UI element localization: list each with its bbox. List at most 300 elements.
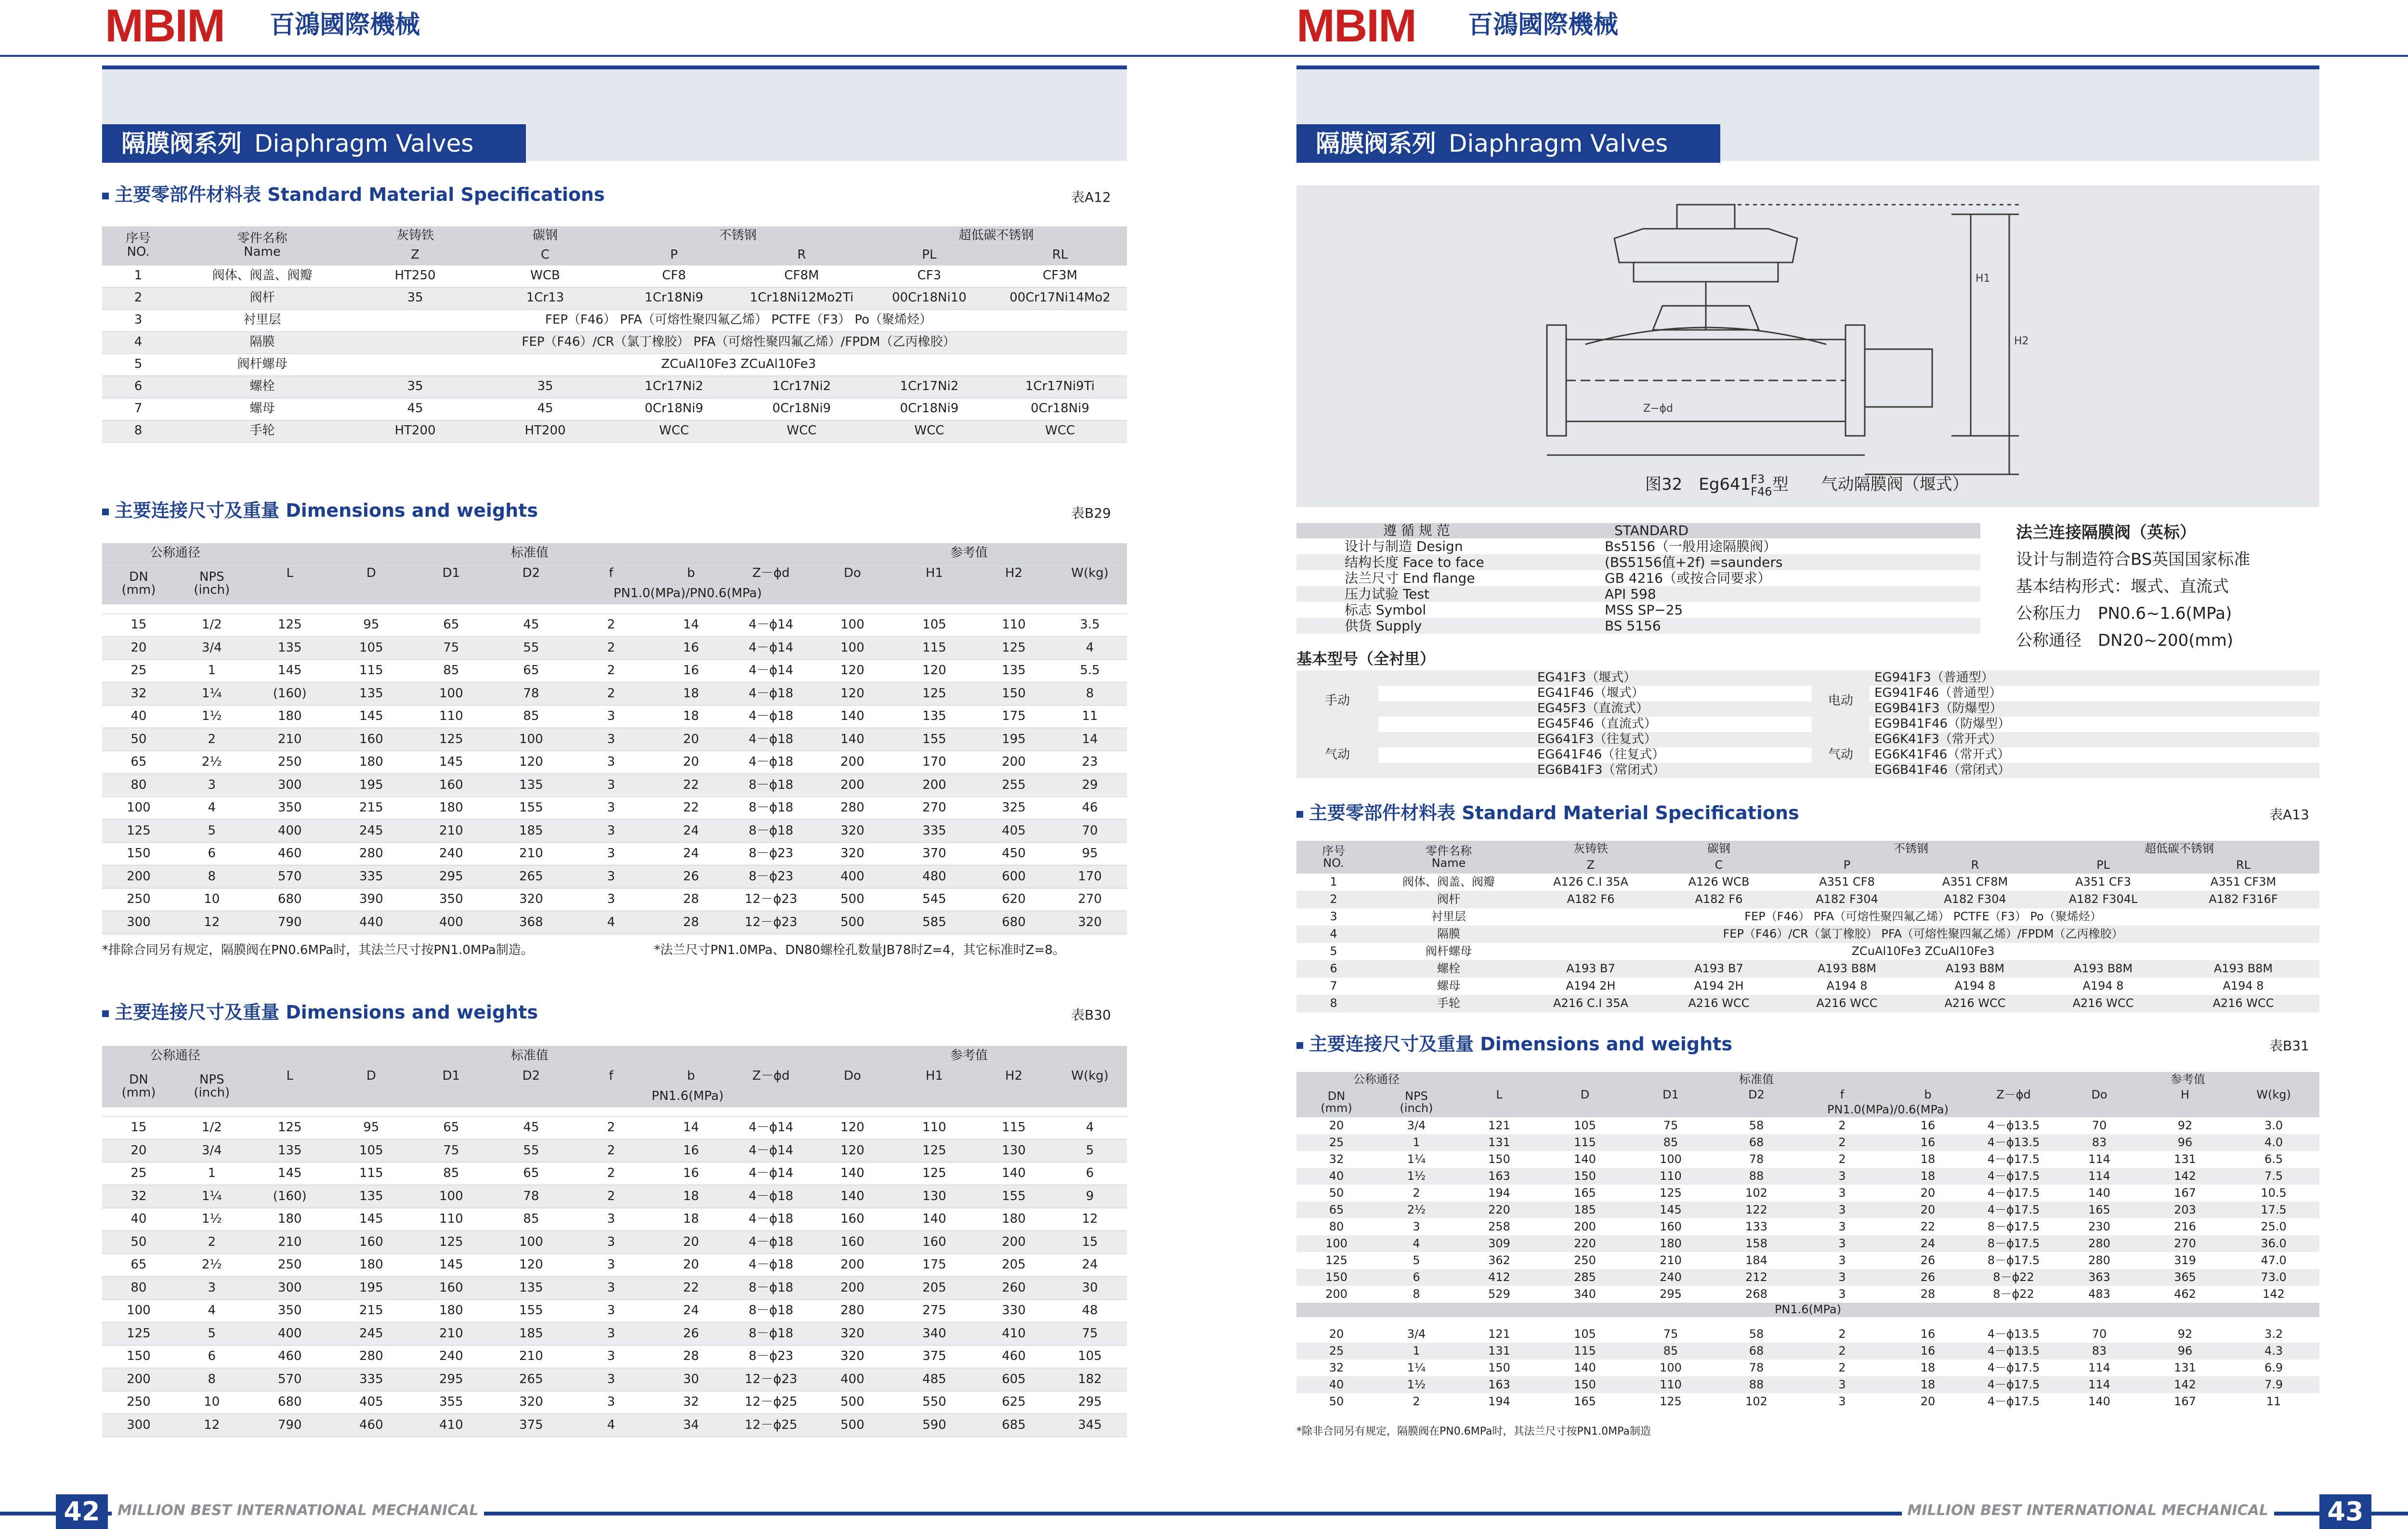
- section-title-materials: 主要零部件材料表 Standard Material Specifications: [102, 184, 605, 205]
- table-cell: 150: [102, 1345, 175, 1368]
- table-cell: 标志 Symbol: [1345, 602, 1426, 618]
- table-cell: 1½: [1376, 1168, 1456, 1185]
- table-cell: 1Cr17Ni2: [738, 376, 865, 398]
- table-cell: 1Cr17Ni2: [865, 376, 993, 398]
- table-cell: 4－ϕ14: [731, 614, 811, 637]
- table-cell: 3: [571, 842, 651, 865]
- table-cell: 100: [1660, 1360, 1682, 1374]
- table-row: [1296, 1252, 2319, 1269]
- table-cell: 22: [651, 1277, 731, 1300]
- table-cell: 7: [1330, 979, 1337, 993]
- header-cell: 序号 NO.: [1296, 841, 1371, 874]
- table-cell: 10: [175, 1391, 249, 1414]
- table-cell: 265: [491, 1368, 571, 1391]
- table-cell: 355: [411, 1391, 491, 1414]
- page-number: 42: [56, 1494, 108, 1529]
- table-row: [102, 751, 1127, 774]
- table-cell: 75: [411, 637, 491, 660]
- table-cell: 8－ϕ23: [731, 842, 811, 865]
- table-cell: (BS5156值+2f) =saunders: [1528, 554, 1980, 570]
- table-cell: 131: [2174, 1360, 2196, 1374]
- table-cell: 4: [1053, 1116, 1127, 1139]
- table-cell: 170: [1053, 865, 1127, 889]
- header-cell: D1: [1628, 1087, 1714, 1103]
- standard-table: [1296, 523, 1980, 634]
- table-cell: 00Cr18Ni10: [865, 287, 993, 309]
- spec-summary: [2016, 519, 2250, 654]
- footer-text: MILLION BEST INTERNATIONAL MECHANICAL: [112, 1501, 484, 1520]
- table-cell: 100: [811, 614, 894, 637]
- spanned-material: FEP（F46） PFA（可熔性聚四氟乙烯） PCTFE（F3） Po（聚烯烃）: [350, 309, 1127, 331]
- table-cell: 4－ϕ17.5: [1987, 1152, 2040, 1166]
- table-cell: 365: [2142, 1269, 2228, 1286]
- table-cell: 140: [1574, 1152, 1596, 1166]
- table-cell: 1: [102, 265, 174, 287]
- summary-line: 基本结构形式：堰式、直流式: [2016, 577, 2229, 596]
- table-cell: 100: [491, 728, 571, 751]
- table-row: [102, 1299, 1127, 1322]
- table-row: [102, 1116, 1127, 1139]
- header-cell: D2: [491, 563, 571, 584]
- header-cell: b: [651, 1066, 731, 1086]
- header-cell: Z－ϕd: [731, 1066, 811, 1086]
- table-cell: 3: [1799, 1202, 1885, 1218]
- table-cell: 1¼: [1407, 1152, 1426, 1166]
- table-cell: 100: [1296, 1235, 1376, 1252]
- table-cell: 105: [1053, 1345, 1127, 1368]
- table-cell: 68: [1714, 1134, 1799, 1151]
- table-row: [102, 682, 1127, 706]
- header-cell: 参考值: [2056, 1072, 2319, 1087]
- table-cell: (160): [249, 682, 331, 706]
- header-cell: b: [1885, 1087, 1971, 1103]
- table-cell: 80: [102, 774, 175, 797]
- table-cell: 105: [331, 637, 411, 660]
- part-name: 隔膜: [1371, 926, 1527, 943]
- table-cell: 102: [1745, 1186, 1767, 1200]
- table-cell: 131: [1456, 1343, 1542, 1359]
- summary-line: 法兰连接隔膜阀（英标）: [2016, 523, 2196, 542]
- table-cell: 145: [411, 1254, 491, 1277]
- table-cell: 462: [2174, 1287, 2196, 1301]
- table-cell: 125: [102, 1322, 175, 1346]
- table-cell: 65: [102, 1254, 175, 1277]
- table-cell: 12: [175, 1414, 249, 1437]
- table-cell: 210: [249, 728, 331, 751]
- table-cell: 500: [811, 911, 894, 934]
- table-cell: 3: [175, 774, 249, 797]
- table-cell: 133: [1745, 1219, 1767, 1233]
- table-cell: 205: [894, 1277, 975, 1300]
- table-cell: 50: [1329, 1394, 1344, 1408]
- table-cell: 1/2: [175, 614, 249, 637]
- table-row: [1296, 1168, 2319, 1185]
- table-cell: 2: [571, 682, 651, 706]
- header-cell: H: [2142, 1087, 2228, 1103]
- header-cell: C: [1655, 857, 1783, 874]
- table-cell: 135: [491, 1277, 571, 1300]
- table-cell: 200: [975, 751, 1053, 774]
- right-page: [1212, 0, 2408, 1529]
- table-cell: 300: [102, 1414, 175, 1437]
- table-row: [1296, 570, 1980, 586]
- table-cell: 125: [411, 728, 491, 751]
- footnote: *除非合同另有规定，隔膜阀在PN0.6MPa时，其法兰尺寸按PN1.0MPa制造: [1296, 1425, 1651, 1438]
- table-cell: 80: [1329, 1219, 1344, 1233]
- table-cell: 20: [1329, 1327, 1344, 1341]
- table-cell: 螺栓: [1371, 960, 1527, 978]
- model-code: EG41F46（堰式）: [1537, 686, 1644, 701]
- table-cell: 280: [811, 797, 894, 820]
- header-cell: R: [1911, 857, 2039, 874]
- table-cell: 200: [811, 774, 894, 797]
- header-cell: 零件名称 Name: [1371, 841, 1527, 874]
- table-cell: 96: [2142, 1134, 2228, 1151]
- table-cell: 158: [1714, 1235, 1799, 1252]
- table-cell: 200: [975, 1231, 1053, 1254]
- table-cell: 24: [651, 1299, 731, 1322]
- table-cell: 26: [651, 1322, 731, 1346]
- table-cell: 182: [1053, 1368, 1127, 1391]
- table-cell: 140: [811, 728, 894, 751]
- table-cell: 10.5: [2261, 1186, 2287, 1200]
- table-cell: 100: [411, 1185, 491, 1208]
- type-row: [1296, 701, 2319, 717]
- table-cell: 0Cr18Ni9: [738, 398, 865, 420]
- table-cell: 3: [571, 1345, 651, 1368]
- table-cell: 120: [894, 659, 975, 682]
- table-cell: 4: [175, 1299, 249, 1322]
- table-cell: 160: [811, 1231, 894, 1254]
- table-cell: 180: [249, 705, 331, 728]
- table-cell: 4: [1376, 1235, 1456, 1252]
- table-cell: 140: [894, 1208, 975, 1231]
- table-row: [1296, 538, 1980, 554]
- table-cell: 2: [102, 287, 174, 309]
- table-cell: 20: [651, 751, 731, 774]
- table-cell: 115: [1542, 1134, 1628, 1151]
- table-cell: 135: [975, 659, 1053, 682]
- table-cell: 150: [1488, 1152, 1510, 1166]
- part-name: 阀杆螺母: [174, 353, 350, 376]
- table-cell: 205: [975, 1254, 1053, 1277]
- table-cell: 440: [331, 911, 411, 934]
- table-cell: 8－ϕ18: [731, 774, 811, 797]
- table-cell: 8－ϕ18: [731, 820, 811, 843]
- table-cell: A194 2H: [1566, 979, 1616, 993]
- table-cell: 6: [175, 842, 249, 865]
- table-row: [1296, 1151, 2319, 1168]
- table-cell: 22: [651, 797, 731, 820]
- table-cell: WCC: [738, 420, 865, 442]
- table-cell: 12: [1053, 1208, 1127, 1231]
- table-cell: 3: [571, 1368, 651, 1391]
- page-header: [1212, 0, 2408, 57]
- table-cell: 105: [894, 614, 975, 637]
- table-cell: 200: [1574, 1219, 1596, 1233]
- part-name: 衬里层: [1431, 910, 1466, 924]
- table-cell: 16: [1885, 1134, 1971, 1151]
- table-cell: 83: [2056, 1134, 2142, 1151]
- table-cell: 121: [1488, 1327, 1510, 1341]
- dimensions-table-b31: [1296, 1072, 2319, 1410]
- table-cell: 4: [571, 911, 651, 934]
- table-row: [1296, 926, 2319, 943]
- table-cell: 245: [331, 820, 411, 843]
- header-cell: PL: [865, 246, 993, 265]
- table-cell: 114: [2088, 1360, 2110, 1374]
- table-cell: 4－ϕ17.5: [1987, 1360, 2040, 1374]
- table-cell: 7.5: [2228, 1168, 2319, 1185]
- table-cell: 20: [1885, 1202, 1971, 1218]
- table-cell: BS 5156: [1528, 618, 1980, 634]
- table-cell: 4－ϕ18: [731, 1208, 811, 1231]
- table-cell: 100: [102, 1299, 175, 1322]
- spacer: [102, 1107, 1127, 1116]
- table-cell: 10: [175, 888, 249, 911]
- table-cell: 45: [491, 614, 571, 637]
- table-cell: 65: [411, 614, 491, 637]
- table-cell: 9: [1053, 1185, 1127, 1208]
- table-cell: 130: [894, 1185, 975, 1208]
- table-cell: 35: [350, 287, 480, 309]
- valve-diagram-icon: [1296, 185, 2319, 507]
- table-cell: 110: [1628, 1376, 1714, 1393]
- table-header-row: [102, 1066, 1127, 1086]
- table-cell: 65: [1296, 1202, 1376, 1218]
- table-cell: 150: [1488, 1360, 1510, 1374]
- table-row: [1296, 1185, 2319, 1202]
- table-cell: 4－ϕ13.5: [1987, 1118, 2040, 1132]
- table-cell: 300: [249, 1277, 331, 1300]
- table-cell: 16: [651, 1162, 731, 1185]
- table-cell: 175: [975, 705, 1053, 728]
- table-cell: 295: [411, 1368, 491, 1391]
- table-row: [102, 1254, 1127, 1277]
- table-cell: 115: [331, 659, 411, 682]
- table-cell: 34: [651, 1414, 731, 1437]
- table-cell: 180: [411, 797, 491, 820]
- header-cell: 灰铸铁: [350, 226, 480, 246]
- table-cell: 1Cr13: [480, 287, 610, 309]
- table-cell: 280: [2088, 1253, 2110, 1267]
- model-code: EG6B41F46（常闭式）: [1870, 763, 2319, 778]
- table-cell: A126 C.I 35A: [1553, 875, 1628, 889]
- table-row: [1296, 978, 2319, 995]
- table-cell: 6.5: [2264, 1152, 2283, 1166]
- table-cell: 18: [651, 1208, 731, 1231]
- table-cell: 680: [249, 1391, 331, 1414]
- type-row: [1296, 670, 2319, 686]
- table-row: [102, 728, 1127, 751]
- table-cell: 8－ϕ22: [1993, 1287, 2034, 1301]
- table-cell: 95: [1053, 842, 1127, 865]
- header-cell: DN (mm): [102, 563, 175, 604]
- table-cell: 25: [102, 659, 175, 682]
- header-cell: Do: [811, 563, 894, 584]
- table-cell: 4: [571, 1414, 651, 1437]
- table-cell: 3: [571, 774, 651, 797]
- table-row: [1296, 1326, 2319, 1343]
- table-cell: 680: [975, 911, 1053, 934]
- table-cell: 100: [1660, 1152, 1682, 1166]
- brand-name: 百鴻國際機械: [270, 11, 420, 39]
- table-cell: 3: [571, 1231, 651, 1254]
- table-cell: 30: [651, 1368, 731, 1391]
- table-cell: 180: [331, 751, 411, 774]
- table-row: [1296, 618, 1980, 634]
- table-cell: 8－ϕ18: [731, 1277, 811, 1300]
- table-cell: 40: [1296, 1168, 1376, 1185]
- table-cell: A194 8: [1954, 979, 1996, 993]
- table-cell: 240: [1628, 1269, 1714, 1286]
- table-cell: 45: [480, 398, 610, 420]
- table-cell: MSS SP−25: [1605, 602, 1683, 618]
- page-footer: [1212, 1494, 2408, 1529]
- table-cell: 100: [102, 797, 175, 820]
- table-header-row: [102, 1046, 1127, 1066]
- table-cell: WCC: [993, 420, 1127, 442]
- table-cell: 24: [651, 820, 731, 843]
- table-cell: A193 B7: [1655, 960, 1783, 978]
- table-cell: 185: [491, 820, 571, 843]
- table-cell: 12: [175, 911, 249, 934]
- header-cell: D2: [491, 1066, 571, 1086]
- svg-text:H2: H2: [2014, 335, 2029, 347]
- table-cell: 设计与制造 Design: [1345, 538, 1463, 554]
- table-cell: 790: [249, 1414, 331, 1437]
- table-cell: 400: [249, 1322, 331, 1346]
- header-cell: DN (mm): [1296, 1087, 1376, 1117]
- table-cell: 320: [491, 888, 571, 911]
- table-cell: 135: [894, 705, 975, 728]
- table-cell: 手轮: [1371, 995, 1527, 1012]
- table-cell: 2: [1838, 1360, 1846, 1374]
- spacer: [1296, 1317, 2319, 1326]
- table-cell: 140: [811, 1162, 894, 1185]
- table-cell: 88: [1714, 1376, 1799, 1393]
- table-cell: 5: [175, 1322, 249, 1346]
- table-cell: 210: [1660, 1253, 1682, 1267]
- table-cell: 24: [1053, 1254, 1127, 1277]
- table-cell: 295: [1053, 1391, 1127, 1414]
- table-cell: 78: [1749, 1360, 1764, 1374]
- table-cell: 140: [975, 1162, 1053, 1185]
- model-code: EG6B41F3（常闭式）: [1378, 763, 1812, 778]
- table-cell: 105: [1574, 1118, 1596, 1132]
- table-row: [1296, 554, 1980, 570]
- material-table: [1296, 841, 2319, 1012]
- header-cell: 碳钢: [1655, 841, 1783, 857]
- table-cell: 400: [411, 911, 491, 934]
- table-cell: 18: [1920, 1360, 1936, 1374]
- table-cell: 320: [811, 842, 894, 865]
- table-cell: 28: [651, 911, 731, 934]
- table-cell: 114: [2056, 1168, 2142, 1185]
- table-cell: 3: [1838, 1287, 1846, 1301]
- table-cell: 450: [975, 842, 1053, 865]
- table-cell: 125: [1660, 1186, 1682, 1200]
- table-cell: 125: [894, 1139, 975, 1163]
- table-cell: CF3M: [993, 265, 1127, 287]
- table-row: [1296, 1286, 2319, 1303]
- table-cell: 200: [811, 1254, 894, 1277]
- table-cell: 12－ϕ23: [731, 911, 811, 934]
- table-cell: 625: [975, 1391, 1053, 1414]
- table-cell: 1: [1376, 1343, 1456, 1359]
- table-cell: 8－ϕ17.5: [1987, 1253, 2040, 1267]
- table-cell: 680: [249, 888, 331, 911]
- table-cell: 4－ϕ14: [731, 659, 811, 682]
- table-cell: 2½: [175, 1254, 249, 1277]
- header-cell: DN (mm): [102, 1066, 175, 1107]
- table-cell: 250: [102, 888, 175, 911]
- table-header-row: [102, 543, 1127, 563]
- table-cell: 160: [1660, 1219, 1682, 1233]
- section-title-dimensions: 主要连接尺寸及重量 Dimensions and weights: [102, 500, 538, 521]
- table-cell: 3/4: [175, 1139, 249, 1163]
- table-cell: 102: [1745, 1394, 1767, 1408]
- table-cell: 85: [1628, 1343, 1714, 1359]
- series-title: 隔膜阀系列 Diaphragm Valves: [102, 124, 526, 163]
- table-cell: 460: [975, 1345, 1053, 1368]
- summary-line: 公称通径 DN20~200(mm): [2016, 631, 2234, 650]
- table-cell: 368: [491, 911, 571, 934]
- table-cell: 125: [249, 1116, 331, 1139]
- table-cell: 45: [350, 398, 480, 420]
- header-cell: STANDARD: [1528, 523, 1980, 538]
- header-cell: 灰铸铁: [1527, 841, 1655, 857]
- table-cell: 170: [894, 751, 975, 774]
- table-cell: 685: [975, 1414, 1053, 1437]
- table-cell: 120: [811, 659, 894, 682]
- table-cell: 195: [331, 774, 411, 797]
- table-cell: 115: [975, 1116, 1053, 1139]
- table-cell: 70: [2092, 1327, 2107, 1341]
- table-cell: 3: [571, 1277, 651, 1300]
- table-cell: 110: [975, 614, 1053, 637]
- table-cell: 17.5: [2228, 1202, 2319, 1218]
- table-cell: 4: [102, 331, 174, 353]
- table-cell: 185: [491, 1322, 571, 1346]
- table-cell: 250: [249, 751, 331, 774]
- table-cell: 16: [651, 659, 731, 682]
- table-cell: 105: [331, 1139, 411, 1163]
- table-cell: 3: [571, 888, 651, 911]
- table-cell: 25: [1296, 1134, 1376, 1151]
- table-cell: 194: [1488, 1394, 1510, 1408]
- table-cell: 5: [1330, 944, 1337, 958]
- table-cell: 160: [331, 1231, 411, 1254]
- table-cell: 500: [811, 888, 894, 911]
- table-cell: 50: [102, 1231, 175, 1254]
- table-row: [102, 398, 1127, 420]
- table-cell: 570: [249, 1368, 331, 1391]
- table-row: [102, 1277, 1127, 1300]
- table-cell: 1¼: [175, 682, 249, 706]
- table-cell: 160: [411, 774, 491, 797]
- table-cell: 18: [1885, 1376, 1971, 1393]
- table-cell: 1Cr17Ni9Ti: [993, 376, 1127, 398]
- table-cell: 142: [2142, 1376, 2228, 1393]
- table-row: [102, 1162, 1127, 1185]
- table-cell: 483: [2088, 1287, 2110, 1301]
- header-cell: 参考值: [811, 1046, 1127, 1066]
- table-cell: 75: [411, 1139, 491, 1163]
- table-cell: 3: [1799, 1168, 1885, 1185]
- table-cell: 阀杆: [1371, 891, 1527, 908]
- table-cell: WCC: [865, 420, 993, 442]
